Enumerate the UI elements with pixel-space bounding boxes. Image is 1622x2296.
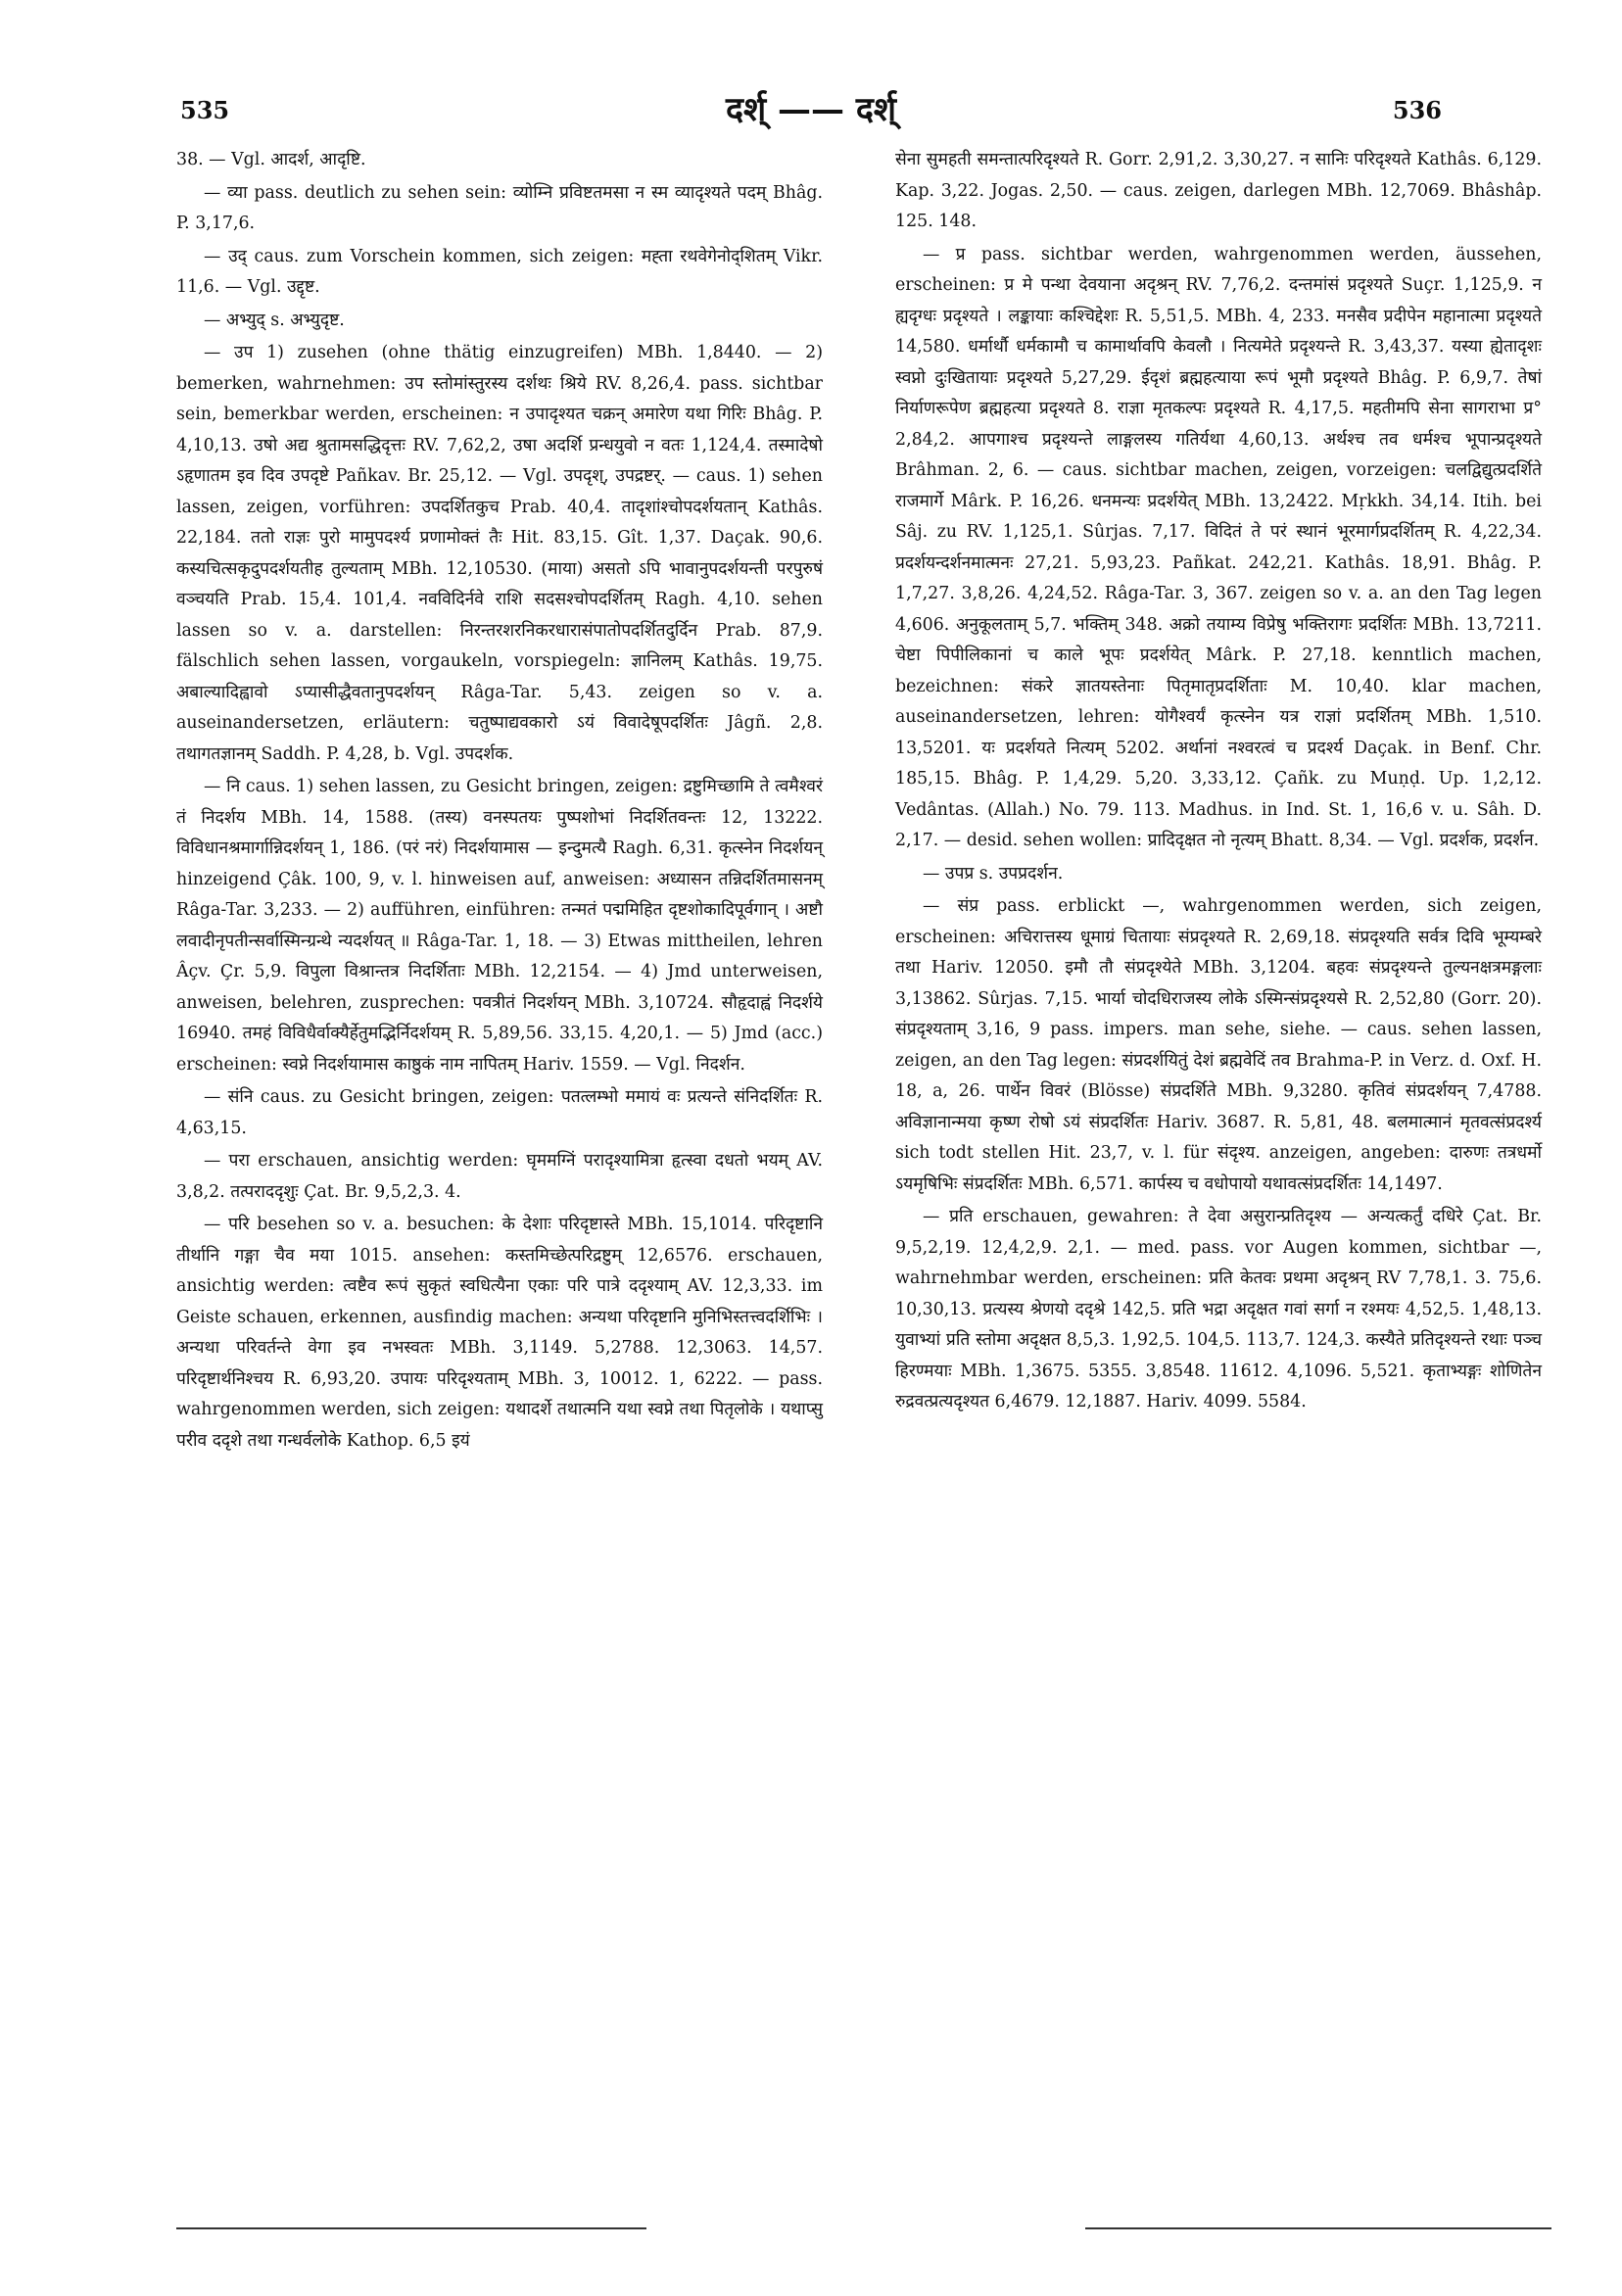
dictionary-paragraph: — अभ्युद् s. अभ्युदृष्ट.	[204, 310, 345, 330]
right-footer-rule	[1085, 2227, 1551, 2229]
left-footer-rule	[176, 2227, 646, 2229]
headword-title: दर्श् —— दर्श्	[725, 90, 897, 129]
dictionary-paragraph: — प्रति erschauen, gewahren: ते देवा असुरान्प्रतिदृश्य — अन्यत्कर्तुं दधिरे Çat. Br. 9,5,2,19. 12,4,2,9. 2,1. — med. pass. vor Augen kommen, sichtbar —, wahrnehmbar werden, erscheinen: प्रति केतवः प्रथमा अदृश्रन् RV 7,78,1. 3. 75,6. 10,30,13. प्रत्यस्य श्रेणयो ददृश्रे 142,5. प्रति भद्रा अदृक्षत गवां सर्गा न रश्मयः 4,52,5. 1,48,13. युवाभ्यां प्रति स्तोमा अदृक्षत 8,5,3. 1,92,5. 104,5. 113,7. 124,3. कस्यैते प्रतिदृश्यन्ते रथाः पञ्च हिरण्मयाः MBh. 1,3675. 5355. 3,8548. 11612. 4,1096. 5,521. कृताभ्यङ्गः शोणितेन रुद्रवत्प्रत्यदृश्यत 6,4679. 12,1887. Hariv. 4099. 5584.	[895, 1207, 1542, 1411]
right-column	[895, 145, 1542, 1420]
dictionary-paragraph: — नि caus. 1) sehen lassen, zu Gesicht bringen, zeigen: द्रष्टुमिच्छामि ते त्वमैश्वरं तं निदर्शय MBh. 14, 1588. (तस्य) वनस्पतयः पुष्पशोभां निदर्शितवन्तः 12, 13222. विविधानश्रमार्गान्निदर्शयन् 1, 186. (परं नरं) निदर्शयामास — इन्दुमत्यै Ragh. 6,31. कृत्स्नेन निदर्शयन् hinzeigend Çâk. 100, 9, v. l. hinweisen auf, anweisen: अध्यासन तन्निदर्शितमासनम् Râga-Tar. 3,233. — 2) aufführen, einführen: तन्मतं पद्ममिहित दृष्टशोकादिपूर्वगान् । अष्टौ लवादीनृपतीन्सर्वास्मिन्ग्रन्थे न्यदर्शयत् ॥ Râga-Tar. 1, 18. — 3) Etwas mittheilen, lehren Âçv. Çr. 5,9. विपुला विश्रान्तत्र निदर्शिताः MBh. 12,2154. — 4) Jmd unterweisen, anweisen, belehren, zusprechen: पवत्रीतं निदर्शयन् MBh. 3,10724. सौहृदाह्वं निदर्शये 16940. तमहं विविधैर्वाक्यैर्हेतुमद्भिर्निदर्शयम् R. 5,89,56. 33,15. 4,20,1. — 5) Jmd (acc.) erscheinen: स्वप्ने निदर्शयामास काष्ठुकं नाम नापितम् Hariv. 1559. — Vgl. निदर्शन.	[176, 777, 823, 1075]
dictionary-paragraph: सेना सुमहती समन्तात्परिदृश्यते R. Gorr. 2,91,2. 3,30,27. न सानिः परिदृश्यते Kathâs. 6,129. Kap. 3,22. Jogas. 2,50. — caus. zeigen, darlegen MBh. 12,7069. Bhâshâp. 125. 148.	[895, 150, 1542, 231]
left-page-number: 535	[180, 96, 230, 124]
dictionary-paragraph: — संनि caus. zu Gesicht bringen, zeigen: पतत्लम्भो ममायं वः प्रत्यन्ते संनिदर्शितः R. 4,63,15.	[176, 1087, 823, 1138]
dictionary-paragraph: — उद् caus. zum Vorschein kommen, sich zeigen: मह्ता रथवेगेनोद्शितम् Vikr. 11,6. — Vgl. उद्दृष्ट.	[176, 246, 823, 297]
dictionary-paragraph: — संप्र pass. erblickt —, wahrgenommen werden, sich zeigen, erscheinen: अचिरात्तस्य धूमाग्रं चितायाः संप्रदृश्यते R. 2,69,18. संप्रदृश्यति सर्वत्र दिवि भूम्यम्बरे तथा Hariv. 12050. इमौ तौ संप्रदृश्येते MBh. 3,1204. बहवः संप्रदृश्यन्ते तुल्यनक्षत्रमङ्गलाः 3,13862. Sûrjas. 7,15. भार्या चोदधिराजस्य लोके ऽस्मिन्संप्रदृश्यसे R. 2,52,80 (Gorr. 20). संप्रदृश्यताम् 3,16, 9 pass. impers. man sehe, siehe. — caus. sehen lassen, zeigen, an den Tag legen: संप्रदर्शयितुं देशं ब्रह्मवेदिं तव Brahma-P. in Verz. d. Oxf. H. 18, a, 26. पार्थेन विवरं (Blösse) संप्रदर्शिते MBh. 9,3280. कृतिवं संप्रदर्शयन् 7,4788. अविज्ञानान्मया कृष्ण रोषो ऽयं संप्रदर्शितः Hariv. 3687. R. 5,81, 48. बलमात्मानं मृतवत्संप्रदर्श्य sich todt stellen Hit. 23,7, v. l. für संदृश्य. anzeigen, angeben: दारुणः तत्रधर्मो ऽयमृषिभिः संप्रदर्शितः MBh. 6,571. कार्पस्य च वधोपायो यथावत्संप्रदर्शितः 14,1497.	[895, 896, 1542, 1194]
right-page-number: 536	[1392, 96, 1442, 124]
page-header	[180, 90, 1442, 135]
dictionary-paragraph: — उपप्र s. उपप्रदर्शन.	[923, 863, 1064, 884]
dictionary-paragraph: — उप 1) zusehen (ohne thätig einzugreifen) MBh. 1,8440. — 2) bemerken, wahrnehmen: उप स्तोमांस्तुरस्य दर्शथः श्रिये RV. 8,26,4. pass. sichtbar sein, bemerkbar werden, erscheinen: न उपादृश्यत चक्रन् अमारेण यथा गिरिः Bhâg. P. 4,10,13. उषो अद्य श्रुतामसद्धिदृत्तः RV. 7,62,2, उषा अदर्शि प्रन्धयुवो न वतः 1,124,4. तस्मादेषो ऽहृणातम इव दिव उपदृष्टे Pañkav. Br. 25,12. — Vgl. उपदृश्, उपद्रष्टर्. — caus. 1) sehen lassen, zeigen, vorführen: उपदर्शितकुच Prab. 40,4. तादृशांश्चोपदर्शयतान् Kathâs. 22,184. ततो राज्ञः पुरो मामुपदर्श्य प्रणामोक्तं तैः Hit. 83,15. Gît. 1,37. Daçak. 90,6. कस्यचित्सकृदुपदर्शयतीह तुल्यताम् MBh. 12,10530. (माया) असतो ऽपि भावानुपदर्शयन्ती परपुरुषं वञ्चयति Prab. 15,4. 101,4. नवविदिर्नवे राशि सदसश्चोपदर्शितम् Ragh. 4,10. sehen lassen so v. a. darstellen: निरन्तरशरनिकरधारासंपातोपदर्शितदुर्दिन Prab. 87,9. fälschlich sehen lassen, vorgaukeln, vorspiegeln: ज्ञानिलम् Kathâs. 19,75. अबाल्यादिह्वावो ऽप्यासीद्धैवतानुपदर्शयन् Râga-Tar. 5,43. zeigen so v. a. auseinandersetzen, erläutern: चतुष्पाद्यवकारो ऽयं विवादेषूपदर्शितः Jâgñ. 2,8. तथागतज्ञानम् Saddh. P. 4,28, b. Vgl. उपदर्शक.	[176, 343, 823, 764]
dictionary-paragraph: — प्र pass. sichtbar werden, wahrgenommen werden, äussehen, erscheinen: प्र मे पन्था देवयाना अदृश्रन् RV. 7,76,2. दन्तमांसं प्रदृश्यते Suçr. 1,125,9. न ह्यदृग्धः प्रदृश्यते । लङ्कायाः कश्चिद्देशः R. 5,51,5. MBh. 4, 233. मनसैव प्रदीपेन महानात्मा प्रदृश्यते 14,580. धर्मार्थौ धर्मकामौ च कामार्थावपि केवलौ । नित्यमेते प्रदृश्यन्ते R. 3,43,37. यस्या ह्येतादृशः स्वप्नो दुःखितायाः प्रदृश्यते 5,27,29. ईदृशं ब्रह्महत्याया रूपं भूमौ प्रदृश्यते Bhâg. P. 6,9,7. तेषां निर्याणरूपेण ब्रह्महत्या प्रदृश्यते 8. राज्ञा मृतकल्पः प्रदृश्यते R. 4,17,5. महतीमपि सेना सागराभा प्र° 2,84,2. आपगाश्च प्रदृश्यन्ते लाङ्गलस्य गतिर्यथा 4,60,13. अर्थश्च तव धर्मश्च भूपान्प्रदृश्यते Brâhman. 2, 6. — caus. sichtbar machen, zeigen, vorzeigen: चलद्विद्युत्प्रदर्शिते राजमार्गे Mârk. P. 16,26. धनमन्यः प्रदर्शयेत् MBh. 13,2422. Mṛkkh. 34,14. Itih. bei Sâj. zu RV. 1,125,1. Sûrjas. 7,17. विदितं ते परं स्थानं भूरमार्गप्रदर्शितम् R. 4,22,34. प्रदर्शयन्दर्शनमात्मनः 27,21. 5,93,23. Pañkat. 242,21. Kathâs. 18,91. Bhâg. P. 1,7,27. 3,8,26. 4,24,52. Râga-Tar. 3, 367. zeigen so v. a. an den Tag legen 4,606. अनुकूलताम् 5,7. भक्तिम् 348. अक्रो तयाम्य विप्रेषु भक्तिरागः प्रदर्शितः MBh. 13,7211. चेष्टा पिपीलिकानां च काले भूपः प्रदर्शयेत् Mârk. P. 27,18. kenntlich machen, bezeichnen: संकरे ज्ञातयस्तेनाः पितृमातृप्रदर्शिताः M. 10,40. klar machen, auseinandersetzen, lehren: योगैश्वर्यं कृत्स्नेन यत्र राज्ञां प्रदर्शितम् MBh. 1,510. 13,5201. यः प्रदर्शयते नित्यम् 5202. अर्थानां नश्वरत्वं च प्रदर्श्य Daçak. in Benf. Chr. 185,15. Bhâg. P. 1,4,29. 5,20. 3,33,12. Çañk. zu Muṇḍ. Up. 1,2,12. Vedântas. (Allah.) No. 79. 113. Madhus. in Ind. St. 1, 16,6 v. u. Sâh. D. 2,17. — desid. sehen wollen: प्रादिदृक्षत नो नृत्यम् Bhatt. 8,34. — Vgl. प्रदर्शक, प्रदर्शन.	[895, 244, 1542, 850]
dictionary-paragraph: 38. — Vgl. आदर्श, आदृष्टि.	[176, 150, 366, 169]
dictionary-paragraph: — परि besehen so v. a. besuchen: के देशाः परिदृष्टास्ते MBh. 15,1014. परिदृष्टानि तीर्थानि गङ्गा चैव मया 1015. ansehen: कस्तमिच्छेत्परिद्रष्टुम् 12,6576. erschauen, ansichtig werden: त्वष्टैव रूपं सुकृतं स्वधित्यैना एकाः परि पात्रे ददृश्याम् AV. 12,3,33. im Geiste schauen, erkennen, ausfindig machen: अन्यथा परिदृष्टानि मुनिभिस्तत्त्वदर्शिभिः । अन्यथा परिवर्तन्ते वेगा इव नभस्वतः MBh. 3,1149. 5,2788. 12,3063. 14,57. परिदृष्टार्थनिश्चय R. 6,93,20. उपायः परिदृश्यताम् MBh. 3, 10012. 1, 6222. — pass. wahrgenommen werden, sich zeigen: यथादर्शे तथात्मनि यथा स्वप्ने तथा पितृलोके । यथाप्सु परीव ददृशे तथा गन्धर्वलोके Kathop. 6,5 इयं	[176, 1215, 823, 1451]
dictionary-paragraph: — परा erschauen, ansichtig werden: घृममग्निं परादृश्यामित्रा हृत्स्वा दधतो भयम् AV. 3,8,2. तत्पराददृशुः Çat. Br. 9,5,2,3. 4.	[176, 1151, 823, 1202]
left-column	[176, 145, 823, 1459]
dictionary-paragraph: — व्या pass. deutlich zu sehen sein: व्योम्नि प्रविष्टतमसा न स्म व्यादृश्यते पदम् Bhâg. P. 3,17,6.	[176, 182, 823, 233]
